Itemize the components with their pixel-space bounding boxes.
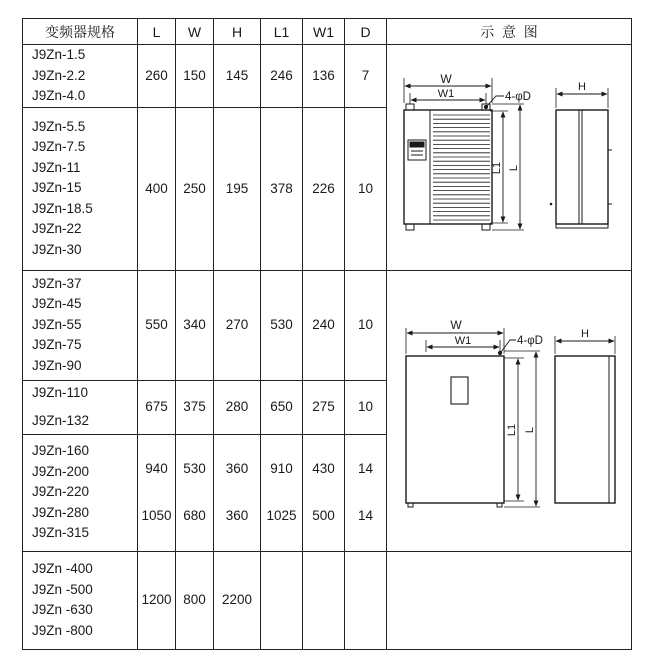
model-name: J9Zn-11 [32,159,81,175]
dim-w-value: 340 [183,317,206,332]
header-w: W [176,19,214,45]
dim-h-value: 280 [225,399,249,414]
dim-w-cell [176,107,214,270]
large-front-window [451,377,468,404]
model-name: J9Zn-45 [32,296,82,312]
dim-w1-value: 240 [312,317,335,332]
dim-l1-value: 1025 [266,508,297,523]
dim-w-cell [176,45,214,108]
dim-w-value: 530 [183,461,206,476]
dim-w1-cell [303,107,345,270]
dim-l-value: 550 [145,317,168,332]
large-w-label: W [450,318,462,332]
dim-l1-cell [261,45,303,108]
model-name: J9Zn-90 [32,357,82,373]
dim-w-value: 250 [183,180,206,196]
dim-l-value: 260 [145,67,168,83]
dim-d-value: 7 [361,67,370,83]
dim-h-value: 195 [225,180,249,196]
dim-l-cell [138,107,176,270]
dim-l-value: 1200 [141,592,172,607]
dim-d-value: 10 [357,399,374,414]
dim-w1-cell [303,434,345,551]
dim-d-cell [345,107,387,270]
model-name: J9Zn-110 [32,384,89,400]
dim-w1-cell [303,270,345,380]
large-h-label: H [581,328,589,340]
dim-l-cell [138,270,176,380]
dim-l-cell [138,551,176,649]
model-cell [23,380,138,434]
dim-l1-value: 246 [270,67,293,83]
dim-w1-value: 500 [312,508,335,523]
dim-w1-cell [303,45,345,108]
dim-w1-cell [303,380,345,434]
model-name: J9Zn-2.2 [32,67,86,83]
dim-d-value: 10 [357,317,374,332]
large-hole-leader [501,340,516,352]
dim-h-value: 145 [225,67,249,83]
dim-w-cell [176,380,214,434]
small-w1-label: W1 [437,88,455,100]
small-vent-fins [433,115,490,220]
model-name: J9Zn-55 [32,316,82,332]
model-name: J9Zn -800 [32,622,93,638]
small-front-body [404,110,492,224]
dim-l1-value: 378 [270,180,293,196]
small-w-label: W [440,72,452,86]
header-l: L [138,19,176,45]
dim-l1-cell [261,551,303,649]
small-lug-top-left [406,104,414,110]
small-hole-label: 4-φD [505,91,531,103]
dim-h-value: 270 [225,317,249,332]
model-name: J9Zn-37 [32,275,82,291]
dim-h-cell [214,270,261,380]
model-name: J9Zn-30 [32,241,82,257]
dim-l-cell [138,434,176,551]
model-name: J9Zn-1.5 [32,47,86,62]
large-l-label: L [524,426,536,434]
large-side-body [555,356,615,503]
model-name: J9Zn-160 [32,443,90,459]
model-name: J9Zn-4.0 [32,88,86,103]
header-d: D [345,19,387,45]
dimension-drawings [386,18,631,652]
model-name: J9Zn-7.5 [32,139,86,155]
dim-l-value: 400 [145,180,168,196]
model-name: J9Zn-22 [32,221,82,237]
model-cell [23,551,138,649]
dim-l-value: 940 [145,461,168,476]
large-hole-label: 4-φD [517,335,543,347]
large-l1-label: L1 [506,423,518,437]
dim-h-cell [214,434,261,551]
dim-w1-value: 275 [312,399,335,414]
dim-h-value: 2200 [221,592,253,607]
dim-w-cell [176,551,214,649]
small-h-label: H [578,81,586,93]
dim-d-cell [345,270,387,380]
dim-l1-cell [261,270,303,380]
dim-d-value: 14 [357,461,374,476]
dim-h-cell [214,380,261,434]
dim-d-cell [345,434,387,551]
dim-w1-value: 136 [312,67,335,83]
dim-w1-value: 430 [312,461,335,476]
small-l-label: L [508,164,520,172]
dim-h-value: 360 [225,461,249,476]
header-h: H [214,19,261,45]
model-name: J9Zn-315 [32,525,90,541]
dim-l-value: 675 [145,399,168,414]
dim-h-value: 360 [225,508,249,523]
model-name: J9Zn-280 [32,504,90,520]
model-name: J9Zn-5.5 [32,118,86,134]
large-front-body [406,356,504,503]
dim-d-cell [345,551,387,649]
dim-l1-cell [261,107,303,270]
dim-d-cell [345,45,387,108]
model-name: J9Zn-220 [32,484,90,500]
small-lug-bottom-left [406,224,414,230]
dim-d-value: 10 [357,180,374,196]
dim-w-value: 375 [183,399,206,414]
model-name: J9Zn -630 [32,602,93,617]
dim-l1-value: 650 [270,399,293,414]
dim-h-cell [214,45,261,108]
model-name: J9Zn-200 [32,463,90,479]
dimension-sheet [22,18,631,652]
model-name: J9Zn-18.5 [32,200,93,216]
diagram-large-labels [450,318,589,436]
diagram-large [406,328,615,507]
model-name: J9Zn-75 [32,337,82,353]
dim-h-cell [214,107,261,270]
header-diagram: 示 意 图 [387,19,632,45]
dim-w1-cell [303,551,345,649]
model-name: J9Zn-15 [32,180,82,196]
model-cell [23,107,138,270]
dim-w-value: 150 [183,67,206,83]
header-w1: W1 [303,19,345,45]
dim-l-cell [138,380,176,434]
dim-w-cell [176,434,214,551]
dim-l1-value: 910 [270,461,293,476]
header-model: 变频器规格 [23,19,138,45]
dim-l1-cell [261,380,303,434]
small-l1-label: L1 [491,161,503,175]
model-name: J9Zn -500 [32,581,93,597]
dim-d-cell [345,380,387,434]
dim-l-value: 1050 [141,508,172,523]
small-keypad-display [410,142,424,147]
model-name: J9Zn -400 [32,561,93,576]
dim-l1-cell [261,434,303,551]
dim-l-cell [138,45,176,108]
large-w1-label: W1 [454,335,472,347]
dim-w1-value: 226 [312,180,335,196]
dim-w-value: 680 [183,508,206,523]
dim-d-value: 14 [357,508,374,523]
dim-w-cell [176,270,214,380]
model-cell [23,45,138,108]
dim-w-value: 800 [183,592,206,607]
small-lug-bottom-right [482,224,490,230]
header-l1: L1 [261,19,303,45]
dim-h-cell [214,551,261,649]
model-name: J9Zn-132 [32,413,90,428]
model-cell [23,270,138,380]
dim-l1-value: 530 [270,317,293,332]
model-cell [23,434,138,551]
